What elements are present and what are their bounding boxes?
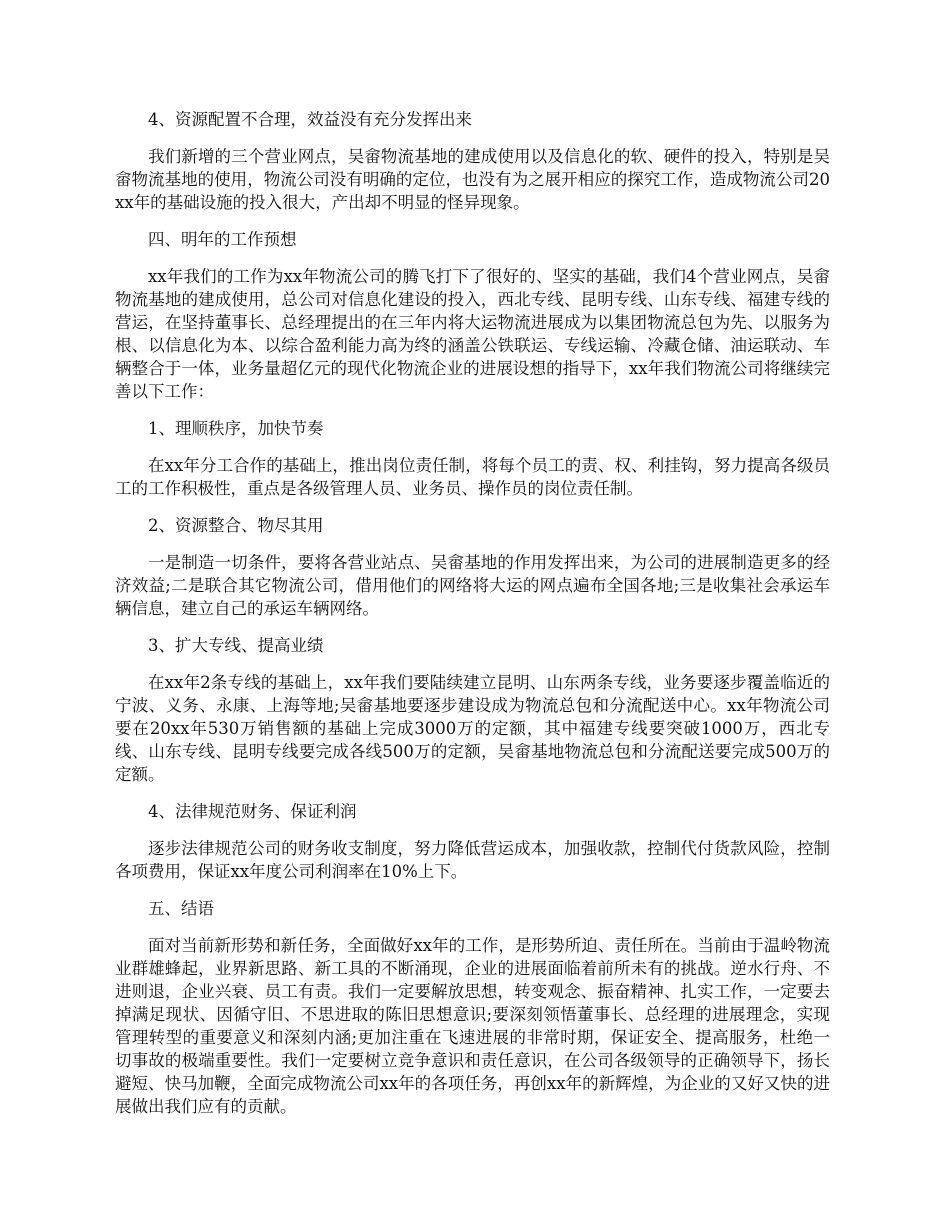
section-heading: 四、明年的工作预想 <box>148 230 297 249</box>
paragraph: 我们新增的三个营业网点，吴畲物流基地的建成使用以及信息化的软、硬件的投入，特别是吴畲物流基地的使用，物流公司没有明确的定位，也没有为之展开相应的探究工作，造成物流公司20xx年的基础设施的投入很大，产出却不明显的怪异现象。 <box>115 147 830 212</box>
paragraph: 在xx年分工合作的基础上，推出岗位责任制，将每个员工的责、权、利挂钩，努力提高各级员工的工作积极性，重点是各级管理人员、业务员、操作员的岗位责任制。 <box>115 456 830 498</box>
paragraph: 在xx年2条专线的基础上，xx年我们要陆续建立昆明、山东两条专线，业务要逐步覆盖临近的宁波、义务、永康、上海等地;吴畲基地要逐步建设成为物流总包和分流配送中心。xx年物流公司要在20xx年530万销售额的基础上完成3000万的定额，其中福建专线要突破1000万，西北专线、山东专线、昆明专线要完成各线500万的定额，吴畲基地物流总包和分流配送要完成500万的定额。 <box>115 673 830 784</box>
section-heading: 4、资源配置不合理，效益没有充分发挥出来 <box>148 110 472 129</box>
section-heading: 2、资源整合、物尽其用 <box>148 516 324 535</box>
paragraph: 一是制造一切条件，要将各营业站点、吴畲基地的作用发挥出来，为公司的进展制造更多的经济效益;二是联合其它物流公司，借用他们的网络将大运的网点遍布全国各地;三是收集社会承运车辆信息，建立自己的承运车辆网络。 <box>115 553 830 618</box>
paragraph: xx年我们的工作为xx年物流公司的腾飞打下了很好的、坚实的基础，我们4个营业网点，吴畲物流基地的建成使用，总公司对信息化建设的投入，西北专线、昆明专线、山东专线、福建专线的营运，在坚持董事长、总经理提出的在三年内将大运物流进展成为以集团物流总包为先、以服务为根、以信息化为本、以综合盈利能力高为终的涵盖公铁联运、专线运输、冷藏仓储、油运联动、车辆整合于一体，业务量超亿元的现代化物流企业的进展设想的指导下，xx年我们物流公司将继续完善以下工作： <box>115 267 830 401</box>
paragraph: 逐步法律规范公司的财务收支制度，努力降低营运成本，加强收款，控制代付货款风险，控制各项费用，保证xx年度公司利润率在10%上下。 <box>115 839 830 881</box>
section-heading: 1、理顺秩序，加快节奏 <box>148 419 324 438</box>
section-heading: 4、法律规范财务、保证利润 <box>148 802 357 821</box>
section-heading: 3、扩大专线、提高业绩 <box>148 636 324 655</box>
paragraph: 面对当前新形势和新任务，全面做好xx年的工作，是形势所迫、责任所在。当前由于温岭物流业群雄蜂起，业界新思路、新工具的不断涌现，企业的进展面临着前所未有的挑战。逆水行舟、不进则退，企业兴衰、员工有责。我们一定要解放思想，转变观念、振奋精神、扎实工作，一定要去掉满足现状、因循守旧、不思进取的陈旧思想意识;要深刻领悟董事长、总经理的进展理念，实现管理转型的重要意义和深刻内涵;更加注重在飞速进展的非常时期，保证安全、提高服务，杜绝一切事故的极端重要性。我们一定要树立竞争意识和责任意识，在公司各级领导的正确领导下，扬长避短、快马加鞭，全面完成物流公司xx年的各项任务，再创xx年的新辉煌，为企业的又好又快的进展做出我们应有的贡献。 <box>115 936 830 1116</box>
section-heading: 五、结语 <box>148 899 214 918</box>
